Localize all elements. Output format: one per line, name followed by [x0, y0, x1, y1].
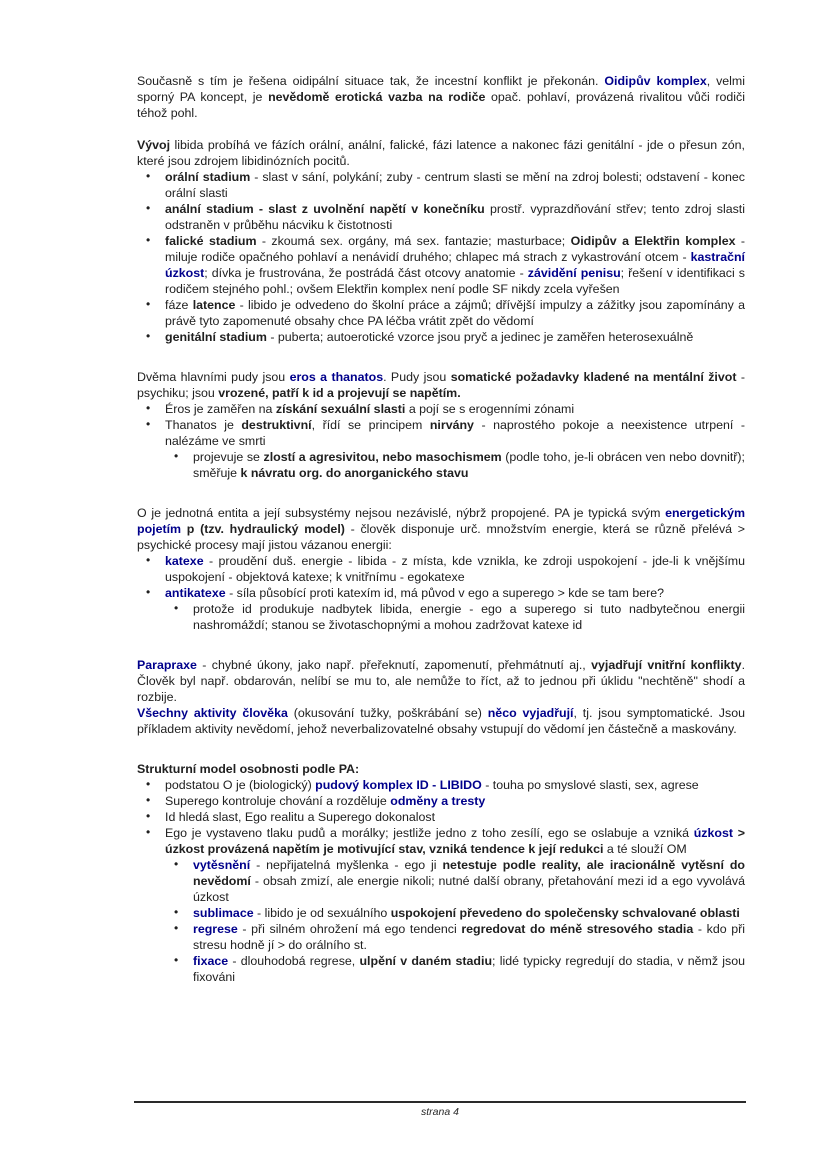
bullet-marker: •: [174, 449, 179, 463]
list-item: [137, 297, 745, 329]
bullet-marker: •: [146, 297, 151, 311]
bullet-marker: •: [146, 233, 151, 247]
text-run: - libido je odvedeno do školní práce a zájmů; dřívější impulzy a zážitky jsou zapomínány a právě tyto zapomenuté obsahy chce PA léčba vrátit zpět do vědomí: [165, 298, 745, 328]
text-run: , velmi sporný PA koncept, je: [137, 74, 745, 104]
text-run: pudový komplex ID - LIBIDO: [315, 778, 482, 792]
text-run: Oidipův komplex: [604, 74, 707, 88]
text-run: falické stadium: [165, 234, 257, 248]
text-run: Id hledá slast, Ego realitu a Superego dokonalost: [165, 810, 436, 824]
bullet-marker: •: [174, 921, 179, 935]
text-run: >: [732, 826, 745, 840]
text-run: kastrační úzkost: [165, 250, 745, 280]
text-run: fáze: [165, 298, 193, 312]
text-run: Superego kontroluje chování a rozděluje: [165, 794, 391, 808]
text-run: opač. pohlaví, provázená rivalitou vůči rodiči téhož pohl.: [137, 90, 745, 120]
footer-rule: [134, 1101, 746, 1103]
list-item: [137, 233, 745, 297]
text-run: vytěsnění: [193, 858, 251, 872]
text-run: - puberta; autoerotické vzorce jsou pryč a jedinec je zaměřen heterosexuálně: [266, 330, 694, 344]
paragraph-gap: [137, 633, 745, 657]
bullet-marker: •: [146, 825, 151, 839]
page-number: strana 4: [421, 1106, 459, 1118]
text-run: - člověk disponuje urč. množstvím energie, která se různě přelévá > psychické procesy mají jistou vázanou energii:: [137, 522, 745, 552]
text-run: destruktivní: [241, 418, 312, 432]
text-run: podstatou O je (biologický): [165, 778, 316, 792]
text-run: ; lidé typicky regredují do stadia, v němž jsou fixováni: [193, 954, 746, 984]
bullet-marker: •: [174, 857, 179, 871]
list-item: [137, 417, 745, 449]
text-run: O je jednotná entita a její subsystémy nejsou nezávislé, nýbrž propojené. PA je typická svým: [137, 506, 666, 520]
text-run: regrese: [193, 922, 238, 936]
text-run: vrozené, patří k id a projevují se napětím.: [218, 386, 461, 400]
paragraph: [137, 761, 745, 777]
paragraph: [137, 73, 745, 121]
text-run: odměny a tresty: [390, 794, 486, 808]
list-item: [137, 953, 745, 985]
text-run: , tj. jsou symptomatické. Jsou příkladem aktivity nevědomí, jehož neverbalizovatelné obsahy vstupují do vědomí jen částečně a maskovány.: [137, 706, 745, 736]
text-run: - miluje rodiče opačného pohlaví a nenávidí druhého; chlapec má strach z vykastrování otcem -: [165, 234, 745, 264]
text-run: ; dívka je frustrována, že postrádá část otcovy anatomie -: [204, 266, 528, 280]
text-run: anální stadium - slast z uvolnění napětí v konečníku: [165, 202, 485, 216]
text-run: úzkost: [693, 826, 733, 840]
text-run: závidění penisu: [527, 266, 621, 280]
list-item: [137, 329, 745, 345]
text-run: Oidipův a Elektřin komplex: [570, 234, 736, 248]
bullet-marker: •: [146, 793, 151, 807]
text-run: - proudění duš. energie - libida - z místa, kde vznikla, ke zdroji uspokojení - jde-li k vnějšímu uspokojení - objektová katexe; k vnitřnímu - egokatexe: [165, 554, 745, 584]
text-run: získání sexuální slasti: [275, 402, 406, 416]
list-item: [137, 585, 745, 601]
text-run: . Člověk byl např. obdarován, nelíbí se mu to, ale nemůže to říct, až to jednou při úklidu "nechtěně" shodí a rozbije.: [137, 658, 746, 704]
list-item: [137, 201, 745, 233]
text-run: - touha po smyslové slasti, sex, agrese: [481, 778, 699, 792]
text-run: genitální stadium: [165, 330, 267, 344]
text-run: ulpění v daném stadiu: [359, 954, 493, 968]
text-run: - naprostého pokoje a neexistence utrpení - nalézáme ve smrti: [165, 418, 745, 448]
text-run: Parapraxe: [137, 658, 197, 672]
list-item: [137, 777, 745, 793]
list-item: [137, 601, 745, 633]
text-run: sublimace: [193, 906, 254, 920]
text-run: antikatexe: [165, 586, 226, 600]
paragraph: [137, 705, 745, 737]
bullet-marker: •: [146, 329, 151, 343]
text-run: libida probíhá ve fázích orální, anální, falické, fázi latence a nakonec fázi genitální - jde o přesun zón, které jsou zdrojem libidinózních pocitů.: [137, 138, 745, 168]
text-run: k návratu org. do anorganického stavu: [240, 466, 469, 480]
text-run: (podle toho, je-li obrácen ven nebo dovnitř); směřuje: [193, 450, 746, 480]
list-item: [137, 553, 745, 585]
text-run: nirvány: [429, 418, 474, 432]
text-run: úzkost provázená napětím je motivující stav, vzniká tendence k její redukci: [165, 842, 604, 856]
text-run: - zkoumá sex. orgány, má sex. fantazie; masturbace;: [256, 234, 571, 248]
list-item: [137, 825, 745, 857]
bullet-marker: •: [146, 809, 151, 823]
text-run: projevuje se: [193, 450, 264, 464]
text-run: - libido je od sexuálního: [253, 906, 391, 920]
text-run: - síla působící proti katexím id, má původ v ego a superego > kde se tam bere?: [225, 586, 665, 600]
bullet-marker: •: [174, 953, 179, 967]
list-item: [137, 809, 745, 825]
bullet-marker: •: [146, 585, 151, 599]
paragraph-gap: [137, 121, 745, 137]
text-run: zlostí a agresivitou, nebo masochismem: [263, 450, 502, 464]
text-run: somatické požadavky kladené na mentální život: [450, 370, 737, 384]
bullet-marker: •: [146, 777, 151, 791]
text-run: (okusování tužky, poškrábání se): [287, 706, 488, 720]
text-run: Vývoj: [137, 138, 171, 152]
text-run: - při silném ohrožení má ego tendenci: [237, 922, 462, 936]
text-run: - nepřijatelná myšlenka - ego ji: [250, 858, 443, 872]
text-run: Dvěma hlavními pudy jsou: [137, 370, 290, 384]
text-run: Všechny aktivity člověka: [137, 706, 288, 720]
list-item: [137, 905, 745, 921]
text-run: p (tzv. hydraulický model): [186, 522, 345, 536]
paragraph-gap: [137, 737, 745, 761]
paragraph: [137, 369, 745, 401]
paragraph: [137, 505, 745, 553]
text-run: eros a thanatos: [289, 370, 384, 384]
document-body: [137, 73, 745, 985]
text-run: - dlouhodobá regrese,: [228, 954, 360, 968]
bullet-marker: •: [146, 169, 151, 183]
list-item: [137, 857, 745, 905]
text-run: , řídí se principem: [311, 418, 430, 432]
text-run: vyjadřují vnitřní konflikty: [591, 658, 742, 672]
text-run: regredovat do méně stresového stadia: [461, 922, 694, 936]
bullet-marker: •: [146, 417, 151, 431]
list-item: [137, 921, 745, 953]
text-run: - chybné úkony, jako např. přeřeknutí, zapomenutí, přehmátnutí aj.,: [196, 658, 592, 672]
text-run: uspokojení převedeno do společensky schvalované oblasti: [390, 906, 740, 920]
bullet-marker: •: [174, 905, 179, 919]
text-run: - kdo při stresu hodně jí > do orálního st.: [193, 922, 745, 952]
list-item: [137, 793, 745, 809]
text-run: Éros je zaměřen na: [165, 402, 276, 416]
text-run: a té slouží OM: [603, 842, 687, 856]
text-run: - obsah zmizí, ale energie nikoli; nutné další obrany, přetahování mezi id a ego vyvolává úzkost: [193, 874, 745, 904]
text-run: protože id produkuje nadbytek libida, energie - ego a superego si tuto nadbytečnou energii nashromáždí; stanou se životaschopnými a mohou zadržovat katexe id: [193, 602, 745, 632]
page-footer: [134, 1101, 746, 1118]
list-item: [137, 449, 745, 481]
bullet-marker: •: [146, 201, 151, 215]
text-run: nevědomě erotická vazba na rodiče: [268, 90, 486, 104]
list-item: [137, 169, 745, 201]
text-run: Thanatos je: [165, 418, 242, 432]
bullet-marker: •: [146, 401, 151, 415]
text-run: Ego je vystaveno tlaku pudů a morálky; jestliže jedno z toho zesílí, ego se oslabuje a vzniká: [165, 826, 694, 840]
bullet-marker: •: [146, 553, 151, 567]
text-run: katexe: [165, 554, 204, 568]
paragraph: [137, 657, 745, 705]
text-run: fixace: [193, 954, 229, 968]
text-run: . Pudy jsou: [383, 370, 451, 384]
text-run: - psychiku; jsou: [137, 370, 745, 400]
text-run: prostř. vyprazdňování střev; tento zdroj slasti odstraněn v průběhu nácviku k čistotnosti: [165, 202, 745, 232]
paragraph: [137, 137, 745, 169]
text-run: a pojí se s erogenními zónami: [405, 402, 575, 416]
paragraph-gap: [137, 345, 745, 369]
text-run: - slast v sání, polykání; zuby - centrum slasti se mění na zdroj bolesti; odstavení - konec orální slasti: [165, 170, 745, 200]
text-run: něco vyjadřují: [487, 706, 574, 720]
text-run: Současně s tím je řešena oidipální situace tak, že incestní konflikt je překonán.: [137, 74, 605, 88]
bullet-marker: •: [174, 601, 179, 615]
text-run: Strukturní model osobnosti podle PA:: [137, 762, 360, 776]
text-run: orální stadium: [165, 170, 251, 184]
text-run: latence: [192, 298, 236, 312]
paragraph-gap: [137, 481, 745, 505]
text-run: ; řešení v identifikaci s rodičem stejného pohl.; ovšem Elektřin komplex není podle SF nikdy zcela vyřešen: [165, 266, 745, 296]
list-item: [137, 401, 745, 417]
text-run: energetickým pojetím: [137, 506, 745, 536]
text-run: netestuje podle reality, ale iracionálně vytěsní do nevědomí: [193, 858, 745, 888]
